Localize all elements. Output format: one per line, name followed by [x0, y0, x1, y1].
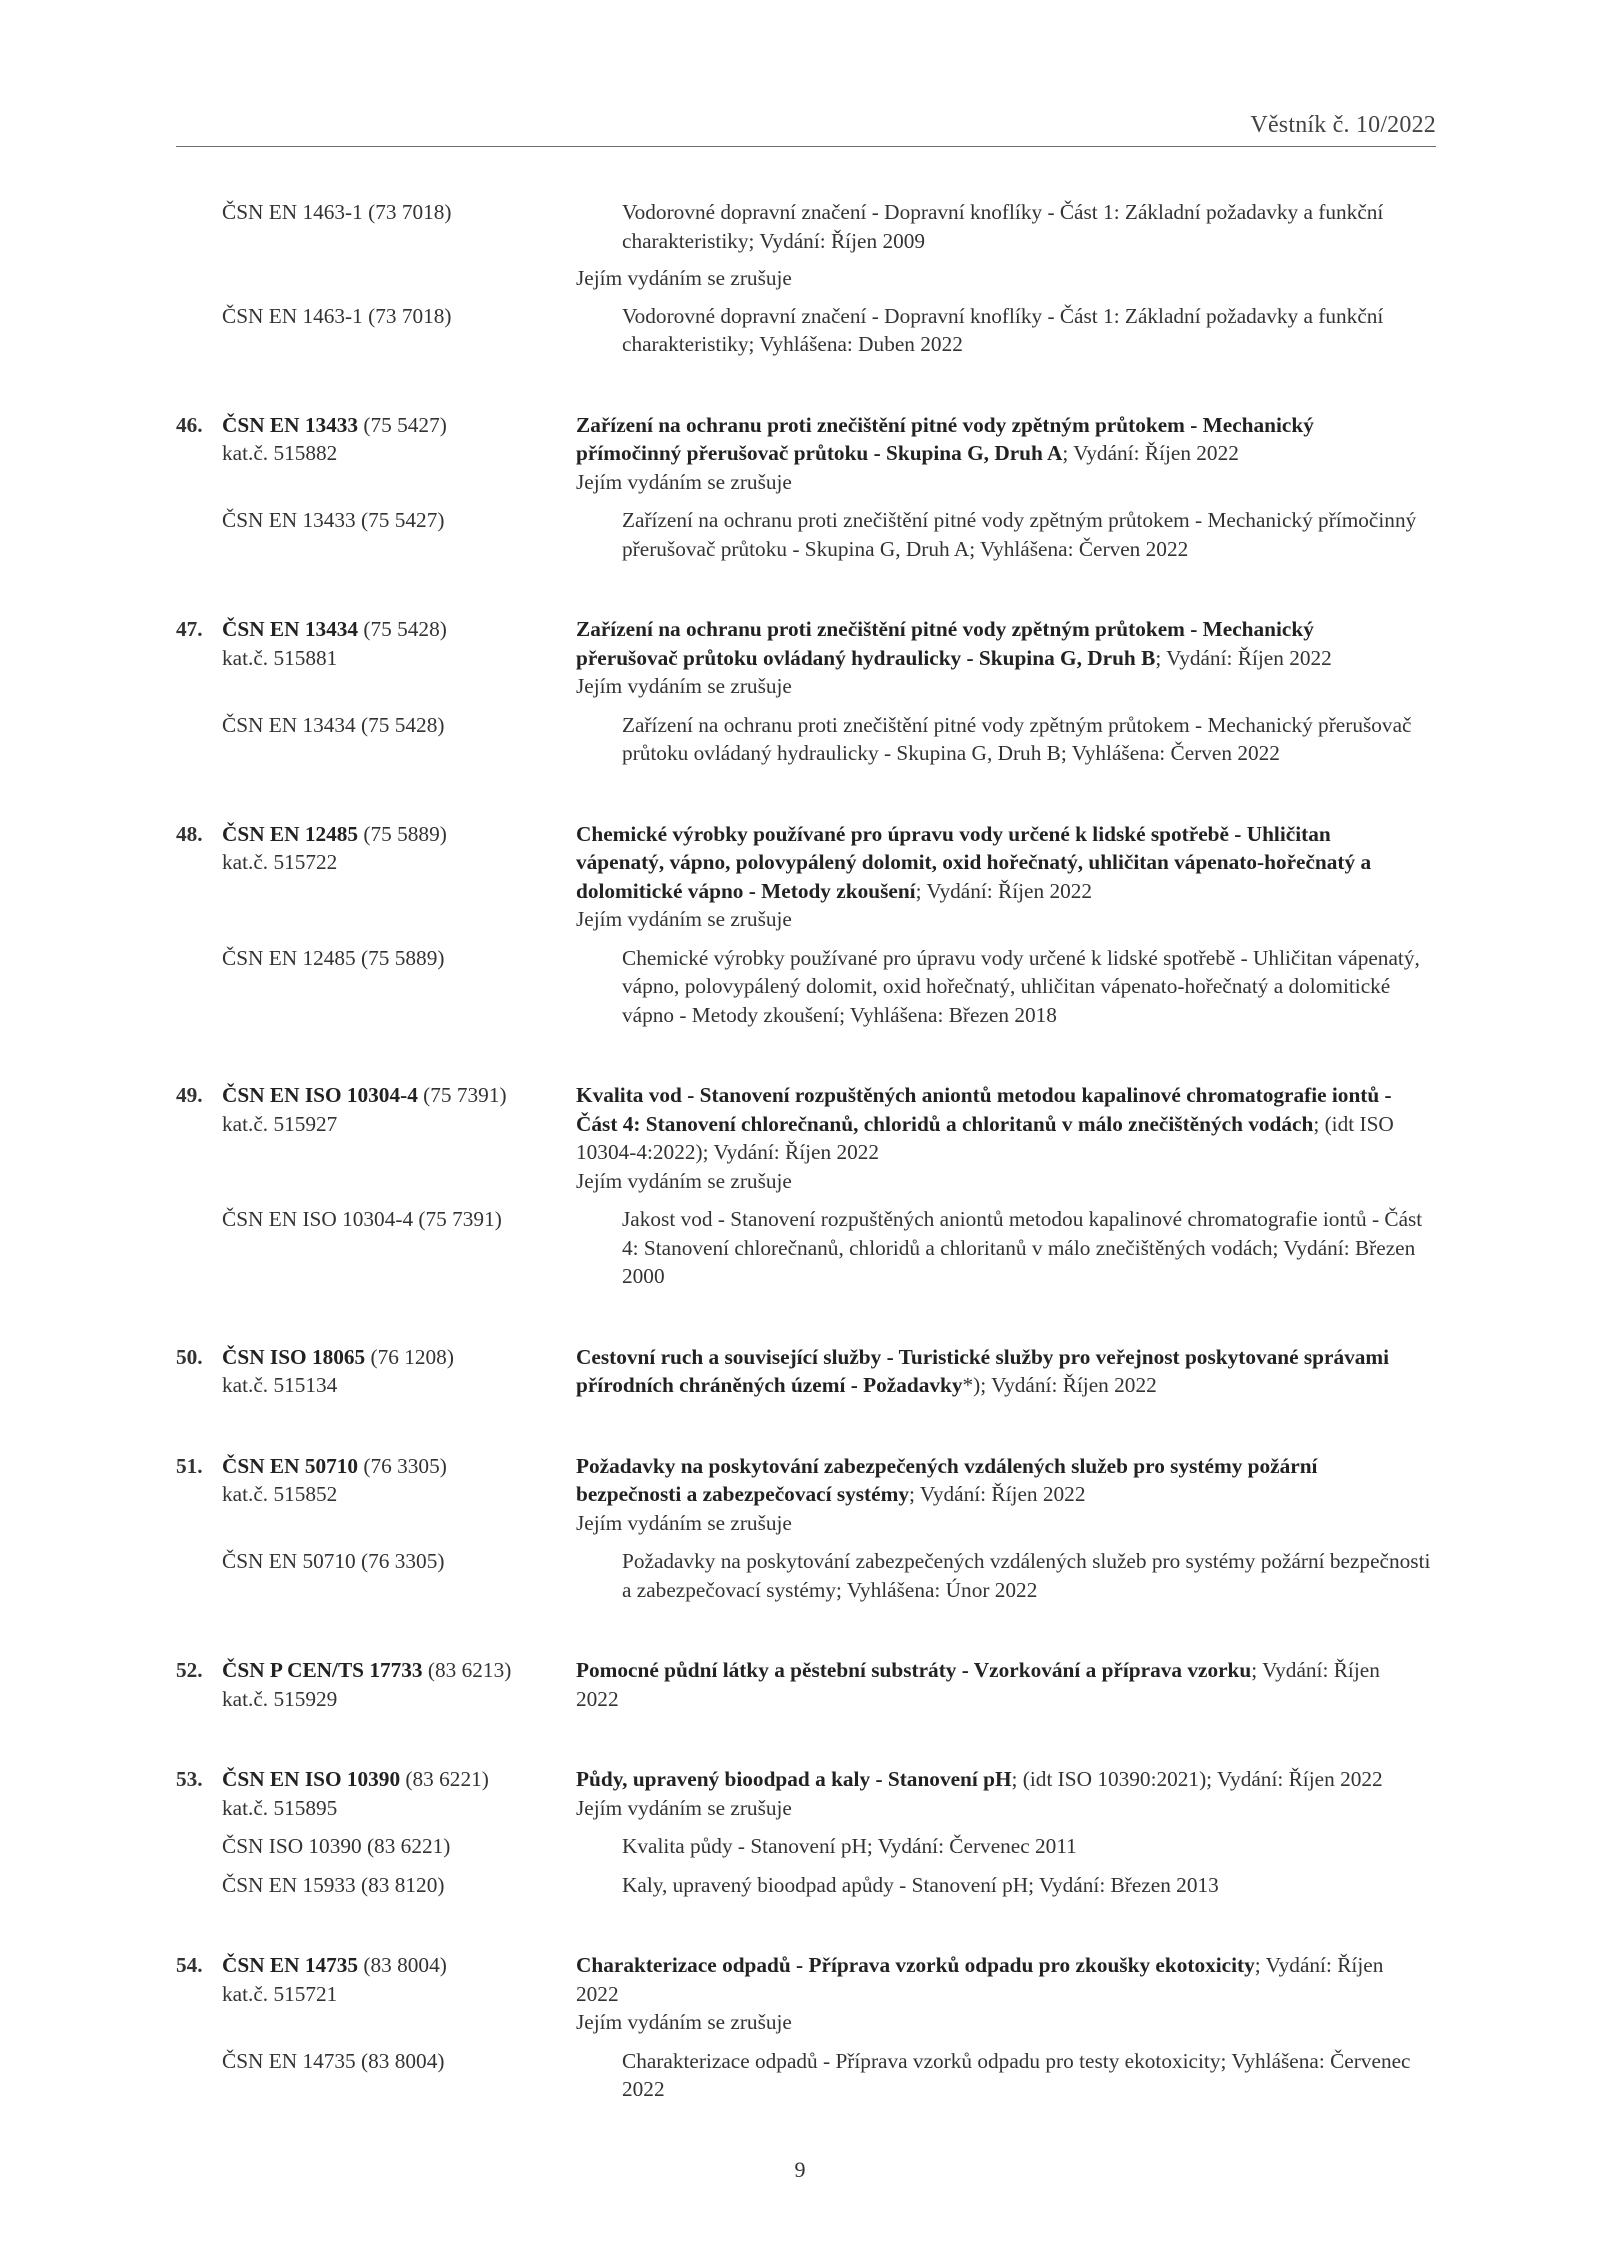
entry-number: 49.: [176, 1083, 203, 1107]
standard-issue: ; Vydání: Říjen 2022: [915, 878, 1093, 903]
standard-ref-line: [176, 1081, 576, 1110]
catalog-number: kat.č. 515927: [222, 1111, 338, 1136]
standard-code: ČSN EN 12485: [222, 821, 359, 846]
standard-title: Chemické výrobky používané pro úpravu vody určené k lidské spotřebě - Uhličitan vápenatý, vápno, polovypálený dolomit, oxid hořečnatý, uhličitan vápenato-hořečnatý a dolomitické vápno - Metody zkoušení: [576, 821, 1372, 903]
standard-title-line: [576, 1343, 1416, 1400]
standard-class: (76 3305): [358, 1453, 447, 1478]
standard-code: ČSN EN 13434: [222, 617, 359, 641]
standard-main-row: [176, 1081, 1436, 1195]
replaced-standard-ref: ČSN EN 1463-1 (73 7018): [222, 303, 452, 328]
standard-class: (76 1208): [365, 1344, 454, 1369]
repeal-note-row: [176, 264, 1436, 293]
replaced-standard-row: [176, 1871, 1436, 1900]
entry-number: 47.: [176, 617, 203, 641]
replaced-standard-row: [176, 1832, 1436, 1861]
replaced-standard-title: Zařízení na ochranu proti znečištění pitné vody zpětným průtokem - Mechanický přerušovač průtoku ovládaný hydraulicky - Skupina G, Druh B; Vyhlášena: Červen 2022: [622, 712, 1412, 765]
standard-main-row: [176, 1951, 1436, 2037]
standard-description: [576, 1081, 1416, 1195]
standard-identifier: [176, 820, 576, 934]
replaced-standard-row: [176, 506, 1436, 563]
entry-number: 51.: [176, 1453, 203, 1478]
standard-class: (75 5889): [358, 821, 447, 846]
replaced-standard-title: Požadavky na poskytování zabezpečených vzdálených služeb pro systémy požární bezpečnosti a zabezpečovací systémy; Vyhlášena: Únor 2022: [622, 1549, 1431, 1602]
standard-description: [576, 1765, 1416, 1822]
standard-title: Kvalita vod - Stanovení rozpuštěných aniontů metodou kapalinové chromatografie iontů - Část 4: Stanovení chlorečnanů, chloridů a chloritanů v málo znečištěných vodách: [576, 1083, 1392, 1136]
standard-class: (75 7391): [417, 1083, 507, 1107]
catalog-number: kat.č. 515721: [222, 1981, 338, 2006]
replaced-standard-title: Zařízení na ochranu proti znečištění pitné vody zpětným průtokem - Mechanický přímočinný přerušovač průtoku - Skupina G, Druh A; Vyhlášena: Červen 2022: [622, 508, 1417, 561]
page-header: [176, 112, 1436, 147]
standard-issue: ; Vydání: Říjen 2022: [576, 1953, 1384, 2006]
replaced-standard-row: [176, 1547, 1436, 1604]
standard-entry: [176, 411, 1436, 564]
standard-issue: ; Vydání: Říjen 2022: [1062, 441, 1239, 465]
standard-title: Cestovní ruch a související služby - Turistické služby pro veřejnost poskytované správami přírodních chráněných území - Požadavky: [576, 1344, 1390, 1397]
standard-identifier: [176, 411, 576, 497]
standard-identifier: [176, 1452, 576, 1538]
entry-number: 52.: [176, 1658, 203, 1682]
catalog-number: kat.č. 515895: [222, 1795, 338, 1820]
standard-ref-line: [176, 1343, 576, 1372]
top-new-standard-row: [176, 198, 1436, 255]
standard-code: ČSN EN ISO 10304-4: [222, 1083, 418, 1107]
standard-title-line: [576, 820, 1416, 906]
standard-code: ČSN EN ISO 10390: [222, 1767, 401, 1791]
standard-class: (83 6213): [422, 1658, 512, 1682]
replaced-standard-title: Vodorovné dopravní značení - Dopravní knoflíky - Část 1: Základní požadavky a funkční charakteristiky; Vyhlášena: Duben 2022: [622, 303, 1384, 356]
standard-identifier: [176, 1951, 576, 2037]
repeal-note: Jejím vydáním se zrušuje: [576, 266, 792, 290]
standard-entry: [176, 615, 1436, 768]
standard-entry: [176, 1765, 1436, 1899]
replaced-standard-ref: ČSN ISO 10390 (83 6221): [222, 1834, 451, 1858]
entry-number: 48.: [176, 821, 203, 846]
replaced-standard-ref: ČSN EN 12485 (75 5889): [222, 945, 445, 970]
standard-description: [576, 411, 1416, 497]
replaced-standard-title: Jakost vod - Stanovení rozpuštěných aniontů metodou kapalinové chromatografie iontů - Část 4: Stanovení chlorečnanů, chloridů a chloritanů v málo znečištěných vodách; Vydání: Březen 2000: [622, 1207, 1423, 1288]
entry-number: 50.: [176, 1344, 203, 1369]
standard-issue: *); Vydání: Říjen 2022: [962, 1373, 1157, 1397]
replaced-standard-row: [176, 711, 1436, 768]
standard-ref-line: [176, 1951, 576, 1980]
standard-description: [576, 1452, 1416, 1538]
standard-title: Pomocné půdní látky a pěstební substráty - Vzorkování a příprava vzorku: [576, 1658, 1252, 1682]
repeal-note: Jejím vydáním se zrušuje: [576, 1795, 792, 1820]
standard-title-line: [576, 1765, 1416, 1794]
standard-main-row: [176, 1452, 1436, 1538]
repeal-note: Jejím vydáním se zrušuje: [576, 469, 792, 494]
repeal-note: Jejím vydáním se zrušuje: [576, 674, 792, 698]
standard-class: (83 6221): [400, 1767, 489, 1791]
standard-title: Požadavky na poskytování zabezpečených vzdálených služeb pro systémy požární bezpečnosti a zabezpečovací systémy: [576, 1453, 1318, 1506]
standard-issue: ; Vydání: Říjen 2022: [908, 1482, 1086, 1506]
standard-main-row: [176, 820, 1436, 934]
replaced-standard-title: Charakterizace odpadů - Příprava vzorků odpadu pro testy ekotoxicity; Vyhlášena: Červenec 2022: [622, 2048, 1411, 2101]
entry-number: 46.: [176, 412, 203, 437]
standard-main-row: [176, 1656, 1436, 1713]
replaced-standard-ref: ČSN EN 13434 (75 5428): [222, 712, 445, 737]
standard-main-row: [176, 1343, 1436, 1400]
standard-entry: [176, 1343, 1436, 1400]
standard-title-line: [576, 1951, 1416, 2008]
standard-description: [576, 1656, 1416, 1713]
standard-code: ČSN EN 14735: [222, 1953, 359, 1977]
standard-title: Zařízení na ochranu proti znečištění pitné vody zpětným průtokem - Mechanický přímočinný přerušovač průtoku - Skupina G, Druh A: [576, 412, 1314, 465]
standard-ref-line: [176, 615, 576, 644]
standard-issue: ; Vydání: Říjen 2022: [576, 1658, 1380, 1711]
standard-code: ČSN EN 13433: [222, 412, 359, 437]
standard-title: Vodorovné dopravní značení - Dopravní knoflíky - Část 1: Základní požadavky a funkční charakteristiky; Vydání: Říjen 2009: [622, 200, 1384, 253]
standard-code: ČSN P CEN/TS 17733: [222, 1658, 423, 1682]
replaced-standard-title: Chemické výrobky používané pro úpravu vody určené k lidské spotřebě - Uhličitan vápenatý, vápno, polovypálený dolomit, oxid hořečnatý, uhličitan vápenato-hořečnatý a dolomitické vápno - Metody zkoušení; Vyhlášena: Březen 2018: [622, 945, 1420, 1027]
catalog-number: kat.č. 515722: [222, 850, 338, 874]
standard-title: Půdy, upravený bioodpad a kaly - Stanovení pH: [576, 1767, 1012, 1791]
standard-issue: ; Vydání: Říjen 2022: [1155, 645, 1332, 670]
repeal-note: Jejím vydáním se zrušuje: [576, 1510, 792, 1535]
repeal-note: Jejím vydáním se zrušuje: [576, 907, 792, 931]
top-old-standard-row: [176, 302, 1436, 359]
repeal-note: Jejím vydáním se zrušuje: [576, 2010, 792, 2034]
standard-identifier: [176, 615, 576, 701]
standard-ref: ČSN EN 1463-1 (73 7018): [222, 200, 452, 224]
catalog-number: kat.č. 515134: [222, 1373, 338, 1397]
replaced-standard-title: Kvalita půdy - Stanovení pH; Vydání: Červenec 2011: [622, 1834, 1077, 1858]
standard-entry: [176, 1081, 1436, 1291]
replaced-standard-ref: ČSN EN 50710 (76 3305): [222, 1549, 445, 1573]
standard-description: [576, 615, 1416, 701]
standard-ref-line: [176, 1656, 576, 1685]
page-number: 9: [794, 2157, 806, 2182]
standard-title-line: [576, 1656, 1416, 1713]
standard-title-line: [576, 1081, 1416, 1167]
standard-entry: [176, 1656, 1436, 1713]
standard-main-row: [176, 411, 1436, 497]
replaced-standard-row: [176, 2047, 1436, 2104]
standards-list: [176, 198, 1436, 2104]
replaced-standard-ref: ČSN EN 13433 (75 5427): [222, 508, 445, 532]
standard-description: [576, 1343, 1416, 1400]
replaced-standard-ref: ČSN EN 14735 (83 8004): [222, 2048, 445, 2073]
standard-description: [576, 1951, 1416, 2037]
standard-title: Zařízení na ochranu proti znečištění pitné vody zpětným průtokem - Mechanický přerušovač průtoku ovládaný hydraulicky - Skupina G, Druh B: [576, 617, 1314, 670]
standard-main-row: [176, 615, 1436, 701]
standard-identifier: [176, 1081, 576, 1195]
standard-code: ČSN ISO 18065: [222, 1344, 366, 1369]
standard-issue: ; (idt ISO 10390:2021); Vydání: Říjen 2022: [1011, 1767, 1383, 1791]
catalog-number: kat.č. 515882: [222, 441, 338, 465]
repeal-note: Jejím vydáním se zrušuje: [576, 1168, 792, 1193]
standard-title: Charakterizace odpadů - Příprava vzorků odpadu pro zkoušky ekotoxicity: [576, 1953, 1255, 1977]
standard-entry: [176, 820, 1436, 1030]
standard-issue: ; (idt ISO 10304-4:2022); Vydání: Říjen 2022: [576, 1111, 1394, 1164]
bulletin-title: Věstník č. 10/2022: [1250, 112, 1436, 138]
standard-entry: [176, 1951, 1436, 2104]
catalog-number: kat.č. 515852: [222, 1482, 338, 1506]
standard-ref-line: [176, 1765, 576, 1794]
replaced-standard-row: [176, 1205, 1436, 1291]
entry-number: 54.: [176, 1953, 203, 1977]
standard-main-row: [176, 1765, 1436, 1822]
standard-identifier: [176, 1765, 576, 1822]
entry-number: 53.: [176, 1767, 203, 1791]
standard-ref-line: [176, 411, 576, 440]
standard-class: (75 5427): [358, 412, 447, 437]
catalog-number: kat.č. 515881: [222, 645, 338, 670]
catalog-number: kat.č. 515929: [222, 1686, 338, 1711]
standard-entry: [176, 1452, 1436, 1605]
standard-identifier: [176, 1656, 576, 1713]
standard-title-line: [576, 1452, 1416, 1509]
entries-container: [176, 359, 1436, 2104]
replaced-standard-title: Kaly, upravený bioodpad apůdy - Stanovení pH; Vydání: Březen 2013: [622, 1872, 1219, 1897]
replaced-standard-ref: ČSN EN ISO 10304-4 (75 7391): [222, 1207, 502, 1231]
standard-title-line: [576, 615, 1416, 672]
standard-identifier: [176, 1343, 576, 1400]
replaced-standard-ref: ČSN EN 15933 (83 8120): [222, 1872, 445, 1897]
standard-title-line: [576, 411, 1416, 468]
standard-code: ČSN EN 50710: [222, 1453, 359, 1478]
replaced-standard-row: [176, 944, 1436, 1030]
standard-ref-line: [176, 1452, 576, 1481]
standard-description: [576, 820, 1416, 934]
standard-class: (83 8004): [358, 1953, 447, 1977]
standard-ref-line: [176, 820, 576, 849]
standard-class: (75 5428): [358, 617, 447, 641]
